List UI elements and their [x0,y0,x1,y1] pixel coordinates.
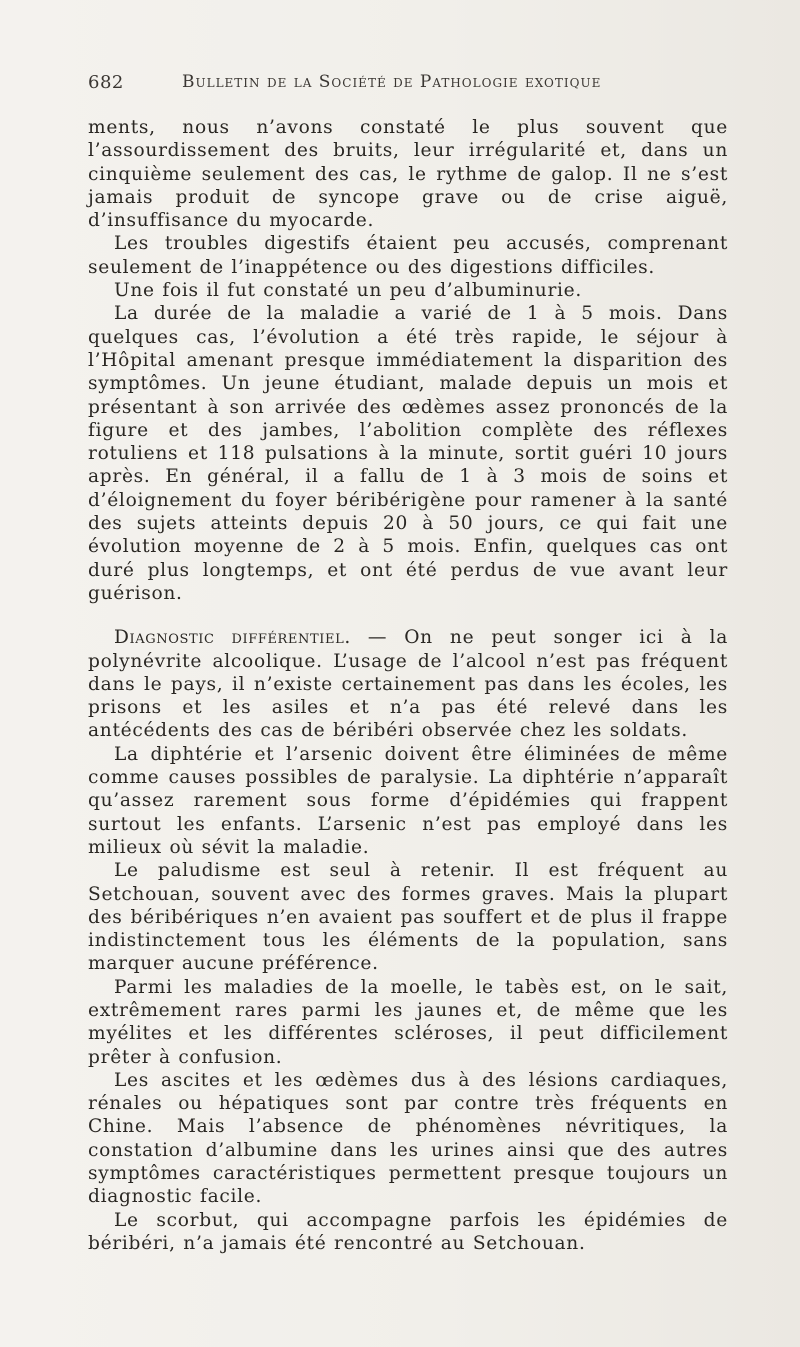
section-heading: Diagnostic différentiel. [114,627,351,649]
running-title: Bulletin de la Société de Pathologie exotique [182,72,602,92]
section-lead-text: On ne peut songer ici à la polynévrite alcoolique. L’usage de l’alcool n’est pas fréquent dans le pays, il n’existe certainement pas dans les écoles, les prisons et les asiles et n’a pas été relevé dans les antécédents des cas de béribéri observée chez les soldats. [88,627,728,742]
section-spacer [88,605,728,626]
running-header [88,72,728,98]
paragraph-digestive-troubles: Les troubles digestifs étaient peu accusés, comprenant seulement de l’inappétence ou des digestions difficiles. [88,233,728,278]
article-body [88,116,728,1255]
paragraph-spinal-diseases: Parmi les maladies de la moelle, le tabès est, on le sait, extrêmement rares parmi les jaunes et, de même que les myélites et les différentes scléroses, il peut difficilement prêter à confusion. [88,976,728,1068]
paragraph-diphtheria-arsenic: La diphtérie et l’arsenic doivent être éliminées de même comme causes possibles de paralysie. La diphtérie n’apparaît qu’assez rarement sous forme d’épidémies qui frappent surtout les enfants. L’arsenic n’est pas employé dans les milieux où sévit la maladie. [88,743,728,858]
paragraph-ascites-oedema: Les ascites et les œdèmes dus à des lésions cardiaques, rénales ou hépatiques sont par contre très fréquents en Chine. Mais l’absence de phénomènes névritiques, la constation d’albumine dans les urines ainsi que des autres symptômes caractéristiques permettent presque toujours un diagnostic facile. [88,1069,728,1208]
paragraph-cardiac-findings: ments, nous n’avons constaté le plus souvent que l’assourdissement des bruits, leur irrégularité et, dans un cinquième seulement des cas, le rythme de galop. Il ne s’est jamais produit de syncope grave ou de crise aiguë, d’insuffisance du myocarde. [88,117,728,232]
paragraph-malaria: Le paludisme est seul à retenir. Il est fréquent au Setchouan, souvent avec des formes graves. Mais la plupart des béribériques n’en avaient pas souffert et de plus il frappe indistinctement tous les éléments de la population, sans marquer aucune préférence. [88,860,728,975]
section-dash: — [350,627,405,649]
paragraph-duration: La durée de la maladie a varié de 1 à 5 mois. Dans quelques cas, l’évolution a été très rapide, le séjour à l’Hôpital amenant presque immédiatement la disparition des symptômes. Un jeune étudiant, malade depuis un mois et présentant à son arrivée des œdèmes assez prononcés de la figure et des jambes, l’abolition complète des réflexes rotuliens et 118 pulsations à la minute, sortit guéri 10 jours après. En général, il a fallu de 1 à 3 mois de soins et d’éloignement du foyer béribérigène pour ramener à la santé des sujets atteints depuis 20 à 50 jours, ce qui fait une évolution moyenne de 2 à 5 mois. Enfin, quelques cas ont duré plus longtemps, et ont été perdus de vue avant leur guérison. [88,303,728,604]
paragraph-scurvy: Le scorbut, qui accompagne parfois les épidémies de béribéri, n’a jamais été rencontré au Setchouan. [88,1209,728,1254]
paragraph-differential-diagnosis [88,626,728,742]
page-number: 682 [88,72,124,93]
paragraph-albuminuria: Une fois il fut constaté un peu d’albuminurie. [114,280,583,302]
